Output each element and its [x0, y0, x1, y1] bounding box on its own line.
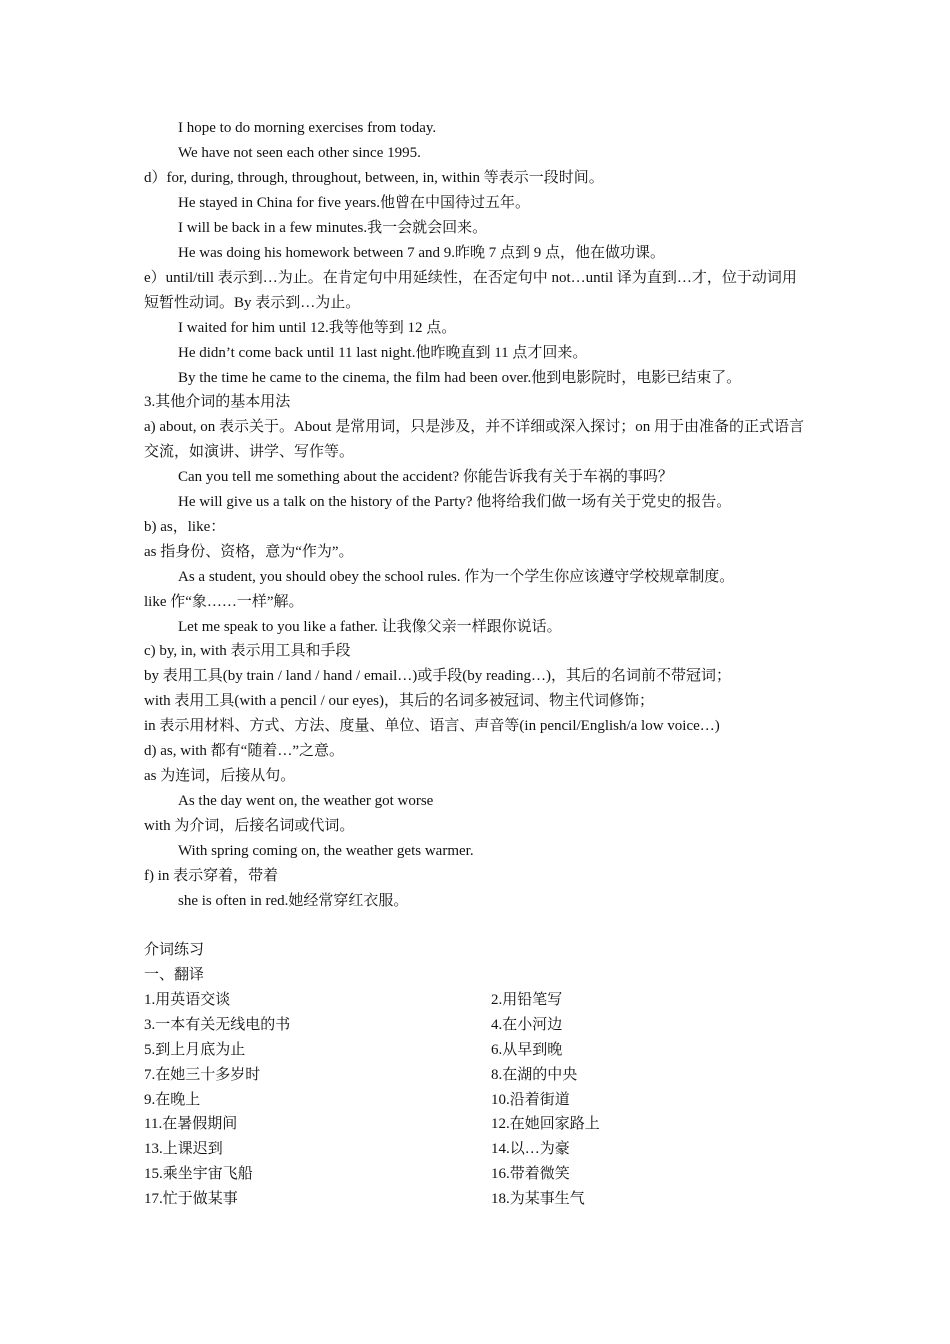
example-sentence: We have not seen each other since 1995. — [178, 145, 421, 161]
exercise-item: 4.在小河边 — [491, 1017, 563, 1033]
rule-heading: b) as，like： — [144, 519, 226, 535]
exercise-item: 10.沿着街道 — [491, 1092, 570, 1108]
rule-line: as 为连词，后接从句。 — [144, 768, 296, 784]
exercise-title: 介词练习 — [144, 942, 205, 958]
example-sentence: I waited for him until 12.我等他等到 12 点。 — [178, 320, 457, 336]
rule-line: by 表用工具(by train / land / hand / email…)或手段(by reading…)，其后的名词前不带冠词； — [144, 668, 732, 684]
example-sentence: He will give us a talk on the history of the Party? 他将给我们做一场有关于党史的报告。 — [178, 494, 732, 510]
example-sentence: He didn’t come back until 11 last night.他昨晚直到 11 点才回来。 — [178, 345, 588, 361]
exercise-item: 3.一本有关无线电的书 — [144, 1017, 291, 1033]
rule-paragraph: a) about, on 表示关于。About 是常用词，只是涉及，并不详细或深入探讨；on 用于由准备的正式语言交流，如演讲、讲学、写作等。 — [144, 419, 804, 460]
exercise-item: 18.为某事生气 — [491, 1191, 585, 1207]
example-sentence: As the day went on, the weather got worse — [178, 793, 434, 809]
example-sentence: As a student, you should obey the school rules. 作为一个学生你应该遵守学校规章制度。 — [178, 569, 735, 585]
exercise-item: 2.用铅笔写 — [491, 992, 563, 1008]
exercise-item: 12.在她回家路上 — [491, 1116, 600, 1132]
rule-heading: f) in 表示穿着，带着 — [144, 868, 279, 884]
section-heading: 3.其他介词的基本用法 — [144, 394, 291, 410]
exercise-item: 1.用英语交谈 — [144, 992, 231, 1008]
rule-line: with 为介词，后接名词或代词。 — [144, 818, 355, 834]
example-sentence: Let me speak to you like a father. 让我像父亲一样跟你说话。 — [178, 619, 562, 635]
exercise-item: 17.忙于做某事 — [144, 1191, 238, 1207]
rule-line: as 指身份、资格，意为“作为”。 — [144, 544, 354, 560]
exercise-item: 8.在湖的中央 — [491, 1067, 578, 1083]
example-sentence: I hope to do morning exercises from today. — [178, 120, 437, 136]
example-sentence: He stayed in China for five years.他曾在中国待过五年。 — [178, 195, 531, 211]
rule-heading: d) as, with 都有“随着…”之意。 — [144, 743, 344, 759]
exercise-section: 一、翻译 — [144, 967, 205, 983]
example-sentence: Can you tell me something about the accident? 你能告诉我有关于车祸的事吗？ — [178, 469, 673, 485]
rule-line: in 表示用材料、方式、方法、度量、单位、语言、声音等(in pencil/English/a low voice…) — [144, 718, 720, 734]
example-sentence: she is often in red.她经常穿红衣服。 — [178, 893, 409, 909]
exercise-item: 15.乘坐宇宙飞船 — [144, 1166, 253, 1182]
exercise-item: 5.到上月底为止 — [144, 1042, 246, 1058]
exercise-item: 16.带着微笑 — [491, 1166, 570, 1182]
rule-line: with 表用工具(with a pencil / our eyes)，其后的名词多被冠词、物主代词修饰； — [144, 693, 654, 709]
exercise-item: 11.在暑假期间 — [144, 1116, 238, 1132]
exercise-item: 7.在她三十多岁时 — [144, 1067, 261, 1083]
example-sentence: With spring coming on, the weather gets warmer. — [178, 843, 474, 859]
rule-paragraph: e）until/till 表示到…为止。在肯定句中用延续性，在否定句中 not…until 译为直到…才，位于动词用短暂性动词。By 表示到…为止。 — [144, 270, 797, 311]
example-sentence: I will be back in a few minutes.我一会就会回来。 — [178, 220, 488, 236]
exercise-item: 9.在晚上 — [144, 1092, 201, 1108]
example-sentence: He was doing his homework between 7 and 9.昨晚 7 点到 9 点，他在做功课。 — [178, 245, 666, 261]
exercise-item: 13.上课迟到 — [144, 1141, 223, 1157]
rule-heading: d）for, during, through, throughout, between, in, within 等表示一段时间。 — [144, 170, 604, 186]
rule-heading: c) by, in, with 表示用工具和手段 — [144, 643, 351, 659]
rule-line: like 作“象……一样”解。 — [144, 594, 304, 610]
exercise-item: 6.从早到晚 — [491, 1042, 563, 1058]
exercise-item: 14.以…为豪 — [491, 1141, 570, 1157]
example-sentence: By the time he came to the cinema, the film had been over.他到电影院时，电影已结束了。 — [178, 370, 742, 386]
